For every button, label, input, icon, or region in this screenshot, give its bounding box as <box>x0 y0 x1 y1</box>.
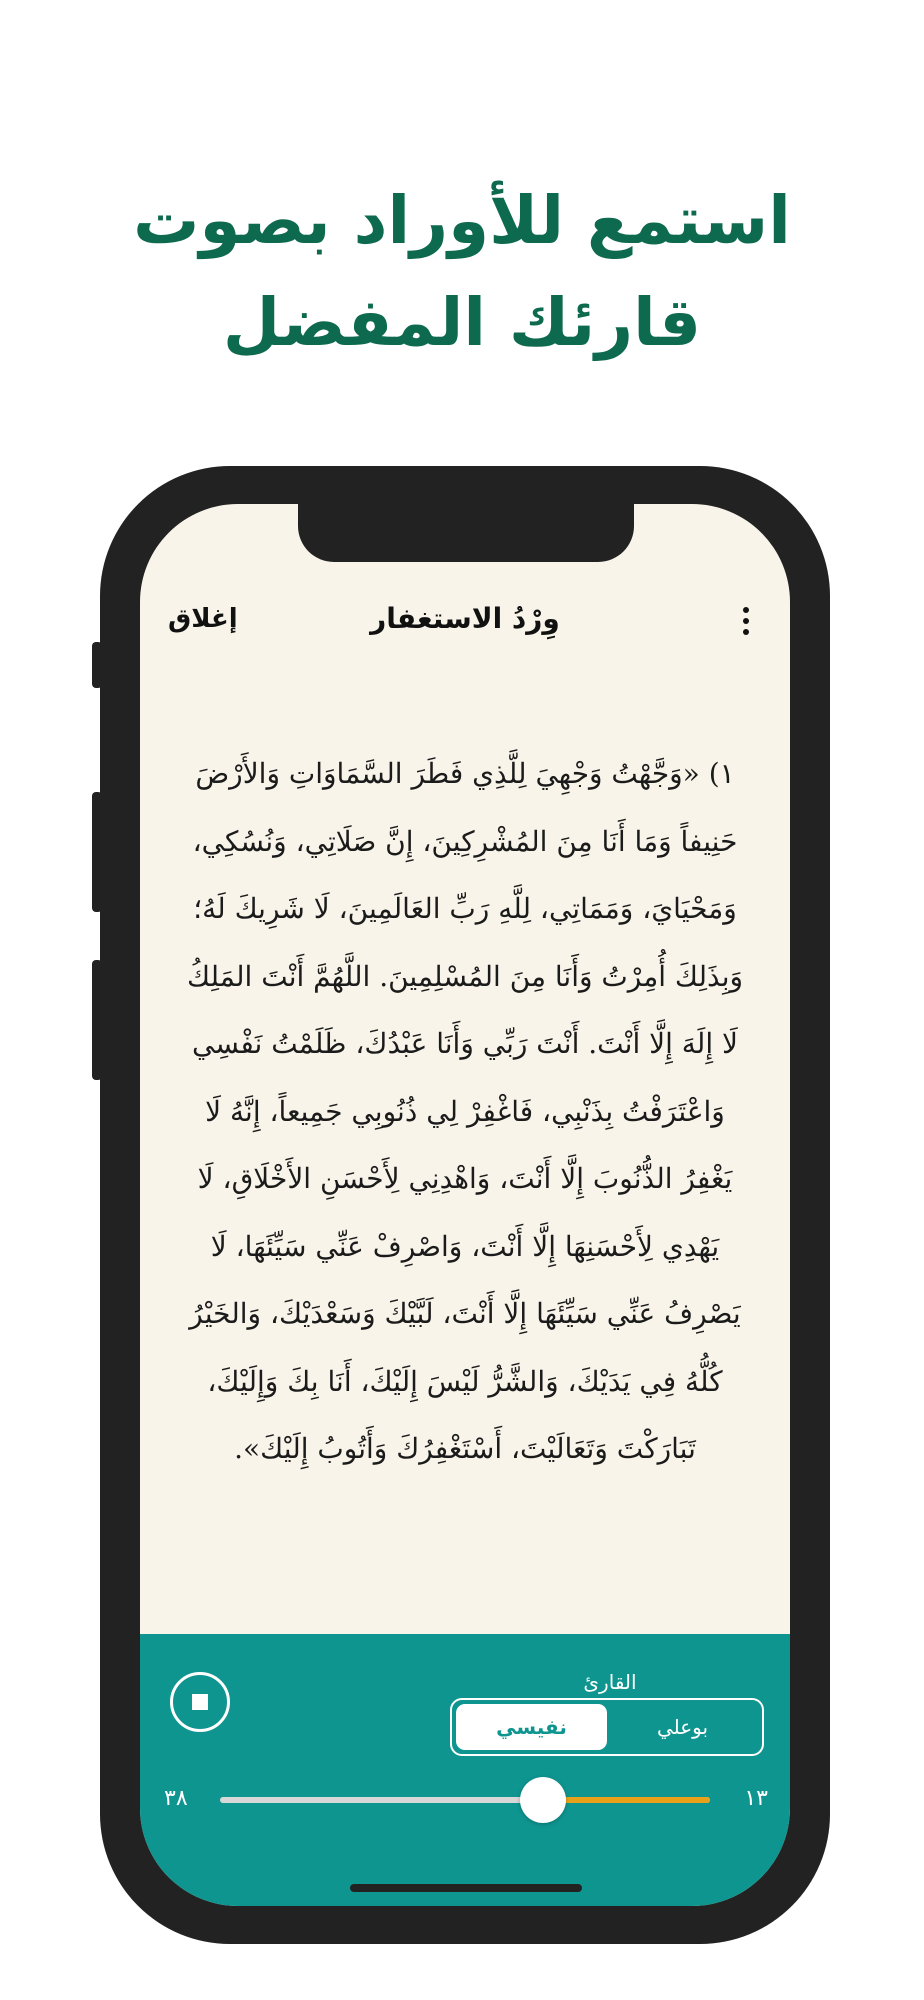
reader-selector <box>450 1698 764 1756</box>
phone-frame <box>100 466 830 1944</box>
progress-row <box>140 1780 790 1820</box>
promo-headline <box>0 170 924 374</box>
reader-option-bouali[interactable]: بوعلي <box>656 1715 709 1739</box>
phone-notch <box>298 504 634 562</box>
phone-side-button-mute <box>92 642 102 688</box>
current-item-label: ١٣ <box>744 1786 768 1811</box>
close-button[interactable]: إغلاق <box>168 604 238 634</box>
progress-slider[interactable] <box>220 1797 710 1803</box>
page-title: وِرْدُ الاستغفار <box>370 602 560 635</box>
headline-line-2: قارئك المفضل <box>222 284 702 361</box>
wird-text: ١) «وَجَّهْتُ وَجْهِيَ لِلَّذِي فَطَرَ السَّمَاوَاتِ وَالأَرْضَ حَنِيفاً وَمَا أَنَا مِنَ المُشْرِكِينَ، إِنَّ صَلَاتِي، وَنُسُكِي، وَمَحْيَايَ، وَمَمَاتِي، لِلَّهِ رَبِّ العَالَمِينَ، لَا شَرِيكَ لَهُ؛ وَبِذَلِكَ أُمِرْتُ وَأَنَا مِنَ المُسْلِمِينَ. اللَّهُمَّ أَنْتَ المَلِكُ لَا إِلَهَ إِلَّا أَنْتَ. أَنْتَ رَبِّي وَأَنَا عَبْدُكَ، ظَلَمْتُ نَفْسِي وَاعْتَرَفْتُ بِذَنْبِي، فَاغْفِرْ لِي ذُنُوبِي جَمِيعاً، إِنَّهُ لَا يَغْفِرُ الذُّنُوبَ إِلَّا أَنْتَ، وَاهْدِنِي لِأَحْسَنِ الأَخْلَاقِ، لَا يَهْدِي لِأَحْسَنِهَا إِلَّا أَنْتَ، وَاصْرِفْ عَنِّي سَيِّئَهَا، لَا يَصْرِفُ عَنِّي سَيِّئَهَا إِلَّا أَنْتَ، لَبَّيْكَ وَسَعْدَيْكَ، وَالخَيْرُ كُلُّهُ فِي يَدَيْكَ، وَالشَّرُّ لَيْسَ إِلَيْكَ، أَنَا بِكَ وَإِلَيْكَ، تَبَارَكْتَ وَتَعَالَيْتَ، أَسْتَغْفِرُكَ وَأَتُوبُ إِلَيْكَ». <box>186 757 744 1465</box>
reader-label: القارئ <box>583 1670 637 1694</box>
total-items-label: ٣٨ <box>164 1786 188 1811</box>
app-screen <box>140 504 790 1906</box>
home-indicator <box>350 1884 582 1892</box>
slider-thumb[interactable] <box>520 1777 566 1823</box>
audio-player <box>140 1634 790 1906</box>
phone-side-button-volume-up <box>92 792 102 912</box>
phone-side-button-volume-down <box>92 960 102 1080</box>
reader-option-nafisi[interactable]: نفيسي <box>456 1704 607 1750</box>
top-bar <box>140 596 790 646</box>
stop-button[interactable] <box>170 1672 230 1732</box>
stop-icon <box>192 1694 208 1710</box>
headline-line-1: استمع للأوراد بصوت <box>133 182 791 259</box>
progress-fill <box>543 1797 710 1803</box>
